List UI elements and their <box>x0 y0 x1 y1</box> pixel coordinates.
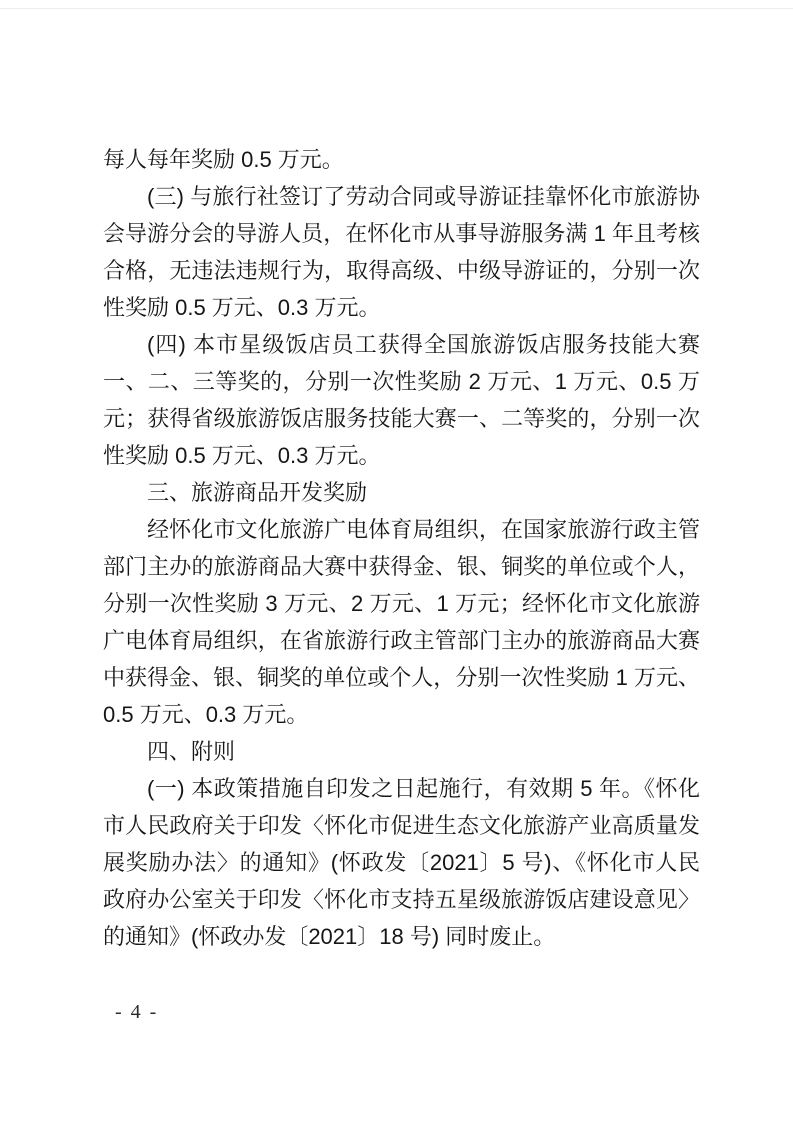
paragraph: (一) 本政策措施自印发之日起施行，有效期 5 年。《怀化市人民政府关于印发〈怀化市促进生态文化旅游产业高质量发展奖励办法〉的通知》(怀政发〔2021〕5 号)、《怀化市人民政府办公室关于印发〈怀化市支持五星级旅游饭店建设意见〉的通知》(怀政办发〔2021〕18 号) 同时废止。 <box>103 776 700 949</box>
page-number: - 4 - <box>115 1001 159 1023</box>
section-heading: 四、附则 <box>147 739 236 764</box>
paragraph: (三) 与旅行社签订了劳动合同或导游证挂靠怀化市旅游协会导游分会的导游人员，在怀化市从事导游服务满 1 年且考核合格，无违法违规行为，取得高级、中级导游证的，分别一次性奖励 0.5 万元、0.3 万元。 <box>103 184 700 320</box>
page-top-divider <box>0 8 793 9</box>
paragraph: 经怀化市文化旅游广电体育局组织，在国家旅游行政主管部门主办的旅游商品大赛中获得金、银、铜奖的单位或个人，分别一次性奖励 3 万元、2 万元、1 万元；经怀化市文化旅游广电体育局组织，在省旅游行政主管部门主办的旅游商品大赛中获得金、银、铜奖的单位或个人，分别一次性奖励 1 万元、0.5 万元、0.3 万元。 <box>103 517 700 727</box>
paragraph: 每人每年奖励 0.5 万元。 <box>103 147 344 172</box>
document-body <box>103 141 700 955</box>
section-heading: 三、旅游商品开发奖励 <box>147 480 368 505</box>
paragraph: (四) 本市星级饭店员工获得全国旅游饭店服务技能大赛一、二、三等奖的，分别一次性奖励 2 万元、1 万元、0.5 万元；获得省级旅游饭店服务技能大赛一、二等奖的，分别一次性奖励 0.5 万元、0.3 万元。 <box>103 332 700 468</box>
